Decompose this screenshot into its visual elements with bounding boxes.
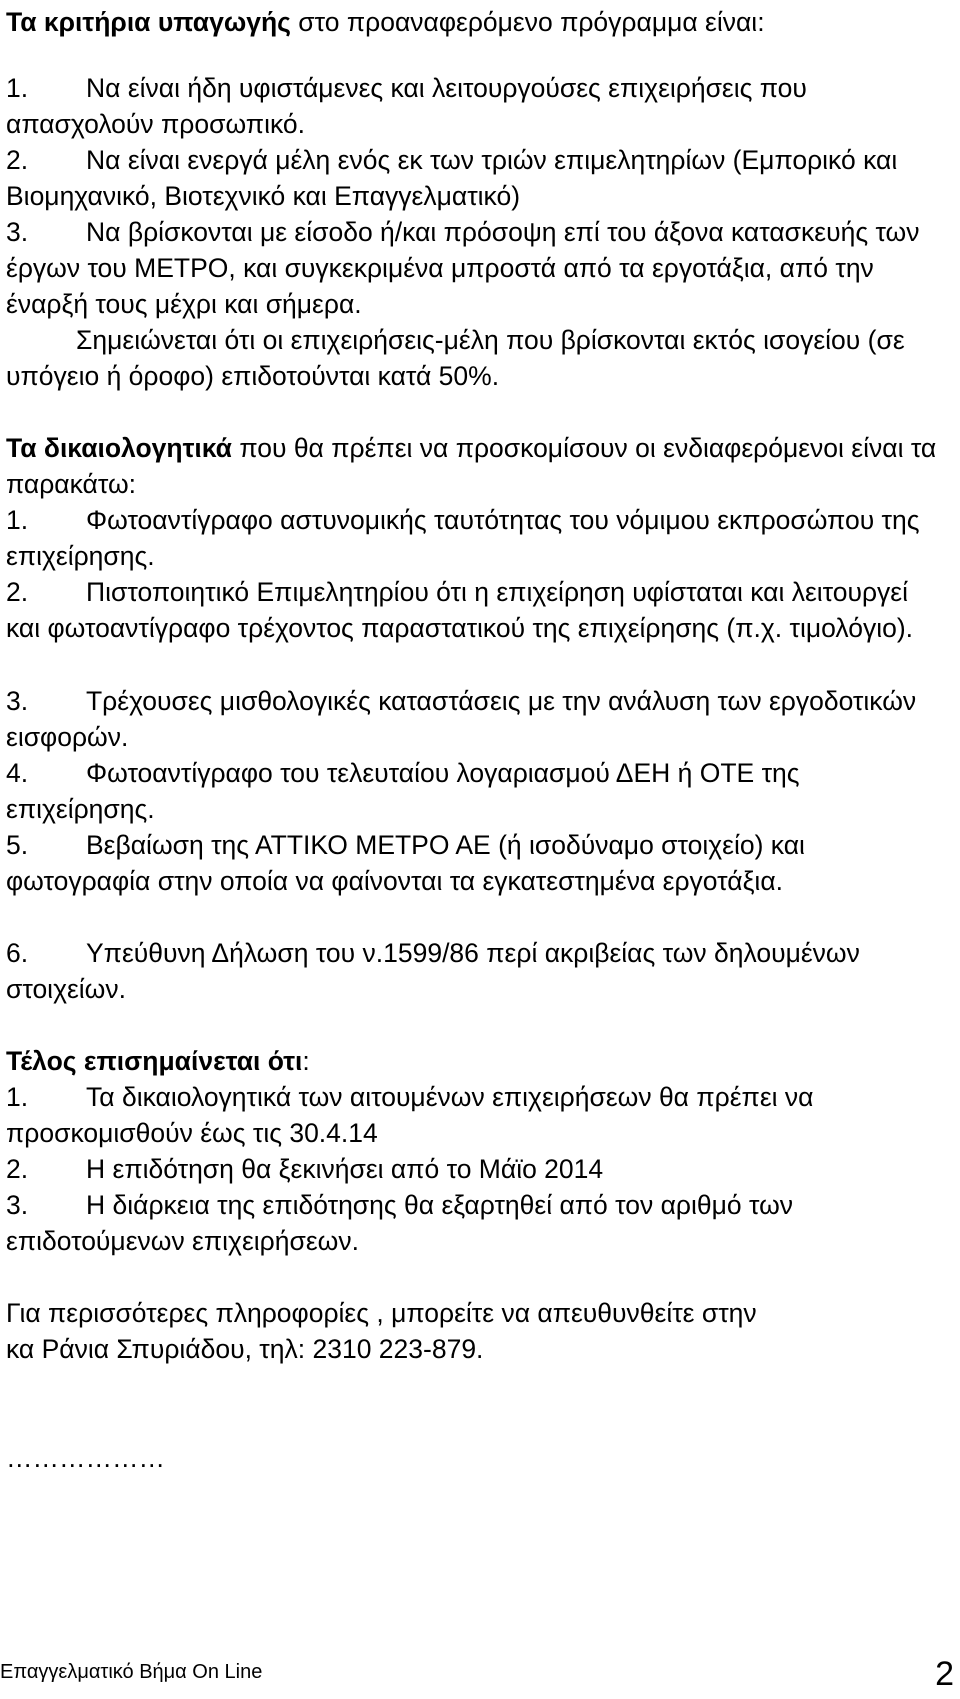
list-item-number: 6. bbox=[6, 938, 29, 968]
list-item-text: Πιστοποιητικό Επιμελητηρίου ότι η επιχείρηση υφίσταται και λειτουργεί και φωτοαντίγραφο τρέχοντος παραστατικού της επιχείρησης (π.χ. τιμολόγιο). bbox=[6, 577, 914, 644]
final-notes-item-3 bbox=[6, 1187, 946, 1259]
criteria-item-2 bbox=[6, 142, 946, 214]
final-notes-item-2 bbox=[6, 1151, 946, 1187]
contact-paragraph-line-1 bbox=[6, 1295, 757, 1331]
list-item-text: Τα δικαιολογητικά των αιτουμένων επιχειρήσεων θα πρέπει να προσκομισθούν έως τις 30.4.14 bbox=[6, 1082, 814, 1149]
list-item-number: 2. bbox=[6, 145, 29, 175]
list-item-text: Η επιδότηση θα ξεκινήσει από το Μάϊο 2014 bbox=[86, 1154, 604, 1184]
contact-line-2: κα Ράνια Σπυριάδου, τηλ: 2310 223-879. bbox=[6, 1334, 484, 1364]
ellipsis-text: ……………… bbox=[6, 1443, 165, 1473]
documents-item-1 bbox=[6, 502, 946, 574]
documents-heading bbox=[6, 430, 946, 502]
final-notes-heading-rest: : bbox=[302, 1046, 310, 1076]
documents-item-5 bbox=[6, 827, 946, 899]
criteria-heading bbox=[6, 4, 765, 40]
final-notes-heading bbox=[6, 1043, 310, 1079]
contact-line-1: Για περισσότερες πληροφορίες , μπορείτε να απευθυνθείτε στην bbox=[6, 1298, 757, 1328]
documents-heading-bold: Τα δικαιολογητικά bbox=[6, 433, 232, 463]
list-item-number: 3. bbox=[6, 217, 29, 247]
criteria-item-1 bbox=[6, 70, 946, 142]
list-item-text: Φωτοαντίγραφο του τελευταίου λογαριασμού ΔΕΗ ή ΟΤΕ της επιχείρησης. bbox=[6, 758, 800, 825]
list-item-number: 3. bbox=[6, 686, 29, 716]
list-item-text: Να είναι ενεργά μέλη ενός εκ των τριών επιμελητηρίων (Εμπορικό και Βιομηχανικό, Βιοτεχνικό και Επαγγελματικό) bbox=[6, 145, 898, 212]
list-item-number: 1. bbox=[6, 73, 29, 103]
criteria-heading-rest: στο προαναφερόμενο πρόγραμμα είναι: bbox=[290, 7, 765, 37]
documents-item-6 bbox=[6, 935, 946, 1007]
list-item-text: Να είναι ήδη υφιστάμενες και λειτουργούσες επιχειρήσεις που απασχολούν προσωπικό. bbox=[6, 73, 807, 140]
ellipsis-line bbox=[6, 1440, 165, 1476]
documents-item-3 bbox=[6, 683, 946, 755]
list-item-text: Βεβαίωση της ΑΤΤΙΚΟ ΜΕΤΡΟ ΑΕ (ή ισοδύναμο στοιχείο) και φωτογραφία στην οποία να φαίνονται τα εγκατεστημένα εργοτάξια. bbox=[6, 830, 805, 897]
criteria-item-3 bbox=[6, 214, 946, 322]
list-item-number: 2. bbox=[6, 577, 29, 607]
criteria-heading-bold: Τα κριτήρια υπαγωγής bbox=[6, 7, 291, 37]
final-notes-item-1 bbox=[6, 1079, 946, 1151]
list-item-number: 1. bbox=[6, 505, 29, 535]
list-item-text: Υπεύθυνη Δήλωση του ν.1599/86 περί ακριβείας των δηλουμένων στοιχείων. bbox=[6, 938, 860, 1005]
list-item-text: Η διάρκεια της επιδότησης θα εξαρτηθεί από τον αριθμό των επιδοτούμενων επιχειρήσεων. bbox=[6, 1190, 794, 1257]
page-number: 2 bbox=[935, 1655, 954, 1693]
list-item-number: 5. bbox=[6, 830, 29, 860]
list-item-number: 4. bbox=[6, 758, 29, 788]
contact-paragraph-line-2 bbox=[6, 1331, 483, 1367]
list-item-number: 2. bbox=[6, 1154, 29, 1184]
list-item-number: 1. bbox=[6, 1082, 29, 1112]
documents-item-4 bbox=[6, 755, 946, 827]
documents-item-2 bbox=[6, 574, 946, 646]
footer-publication: Επαγγελματικό Βήμα On Line bbox=[0, 1661, 263, 1683]
documents-heading-rest: που θα πρέπει να προσκομίσουν οι ενδιαφερόμενοι είναι τα παρακάτω: bbox=[6, 433, 937, 500]
list-item-text: Να βρίσκονται με είσοδο ή/και πρόσοψη επί του άξονα κατασκευής των έργων του ΜΕΤΡΟ, και συγκεκριμένα μπροστά από τα εργοτάξια, από την έναρξή τους μέχρι και σήμερα. bbox=[6, 217, 920, 320]
list-item-text: Τρέχουσες μισθολογικές καταστάσεις με την ανάλυση των εργοδοτικών εισφορών. bbox=[6, 686, 917, 753]
list-item-number: 3. bbox=[6, 1190, 29, 1220]
list-item-text: Φωτοαντίγραφο αστυνομικής ταυτότητας του νόμιμου εκπροσώπου της επιχείρησης. bbox=[6, 505, 920, 572]
criteria-note: Σημειώνεται ότι οι επιχειρήσεις-μέλη που βρίσκονται εκτός ισογείου (σε υπόγειο ή όροφο) επιδοτούνται κατά 50%. bbox=[6, 325, 905, 392]
final-notes-heading-bold: Τέλος επισημαίνεται ότι bbox=[6, 1046, 303, 1076]
